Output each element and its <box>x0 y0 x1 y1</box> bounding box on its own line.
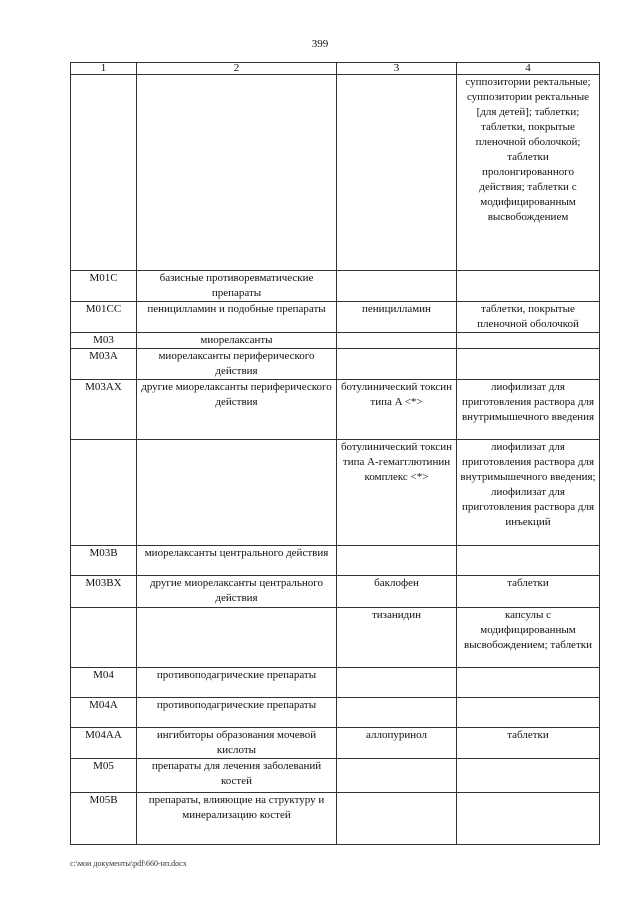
dosage-form-cell <box>457 333 600 349</box>
drug-name-cell <box>337 349 457 380</box>
drug-name-cell <box>337 759 457 793</box>
column-number-4: 4 <box>457 63 600 75</box>
dosage-form-cell <box>457 793 600 845</box>
dosage-form-cell: таблетки <box>457 728 600 759</box>
table-row <box>71 75 600 271</box>
atc-code-cell: M03AX <box>71 380 137 440</box>
group-name-cell: другие миорелаксанты центрального действия <box>137 576 337 608</box>
drug-name-cell <box>337 75 457 271</box>
drug-name-cell: аллопуринол <box>337 728 457 759</box>
table-row <box>71 546 600 576</box>
group-name-cell <box>137 440 337 546</box>
group-name-cell <box>137 75 337 271</box>
dosage-form-cell <box>457 546 600 576</box>
dosage-form-cell <box>457 668 600 698</box>
atc-code-cell <box>71 75 137 271</box>
table-row <box>71 302 600 333</box>
table-row <box>71 380 600 440</box>
dosage-form-cell: таблетки, покрытые пленочной оболочкой <box>457 302 600 333</box>
group-name-cell: миорелаксанты <box>137 333 337 349</box>
table-row <box>71 440 600 546</box>
drug-name-cell <box>337 546 457 576</box>
atc-code-cell: M04AA <box>71 728 137 759</box>
atc-code-cell: M03 <box>71 333 137 349</box>
atc-code-cell: M03A <box>71 349 137 380</box>
drug-name-cell <box>337 698 457 728</box>
dosage-form-cell <box>457 349 600 380</box>
atc-code-cell: M05B <box>71 793 137 845</box>
group-name-cell: противоподагрические препараты <box>137 668 337 698</box>
table-row <box>71 793 600 845</box>
drug-name-cell: баклофен <box>337 576 457 608</box>
atc-code-cell: M04 <box>71 668 137 698</box>
group-name-cell: препараты, влияющие на структуру и минерализацию костей <box>137 793 337 845</box>
drug-name-cell <box>337 668 457 698</box>
atc-code-cell: M01C <box>71 271 137 302</box>
table-header-row <box>71 63 600 75</box>
drug-classification-table <box>70 62 600 845</box>
atc-code-cell: M01CC <box>71 302 137 333</box>
file-path-footer: c:\мои документы\pdf\660-нп.docx <box>70 859 187 868</box>
drug-name-cell: пеницилламин <box>337 302 457 333</box>
drug-name-cell <box>337 271 457 302</box>
atc-code-cell <box>71 608 137 668</box>
atc-code-cell: M04A <box>71 698 137 728</box>
dosage-form-cell: капсулы с модифицированным высвобождением; таблетки <box>457 608 600 668</box>
table-row <box>71 608 600 668</box>
table-row <box>71 698 600 728</box>
dosage-form-cell: лиофилизат для приготовления раствора для внутримышечного введения <box>457 380 600 440</box>
dosage-form-cell: таблетки <box>457 576 600 608</box>
table-row <box>71 576 600 608</box>
atc-code-cell: M03B <box>71 546 137 576</box>
column-number-1: 1 <box>71 63 137 75</box>
group-name-cell: другие миорелаксанты периферического действия <box>137 380 337 440</box>
table-row <box>71 333 600 349</box>
dosage-form-cell: лиофилизат для приготовления раствора для внутримышечного введения; лиофилизат для приготовления раствора для инъекций <box>457 440 600 546</box>
group-name-cell: ингибиторы образования мочевой кислоты <box>137 728 337 759</box>
dosage-form-cell: суппозитории ректальные; суппозитории ректальные [для детей]; таблетки; таблетки, покрытые пленочной оболочкой; таблетки пролонгированного действия; таблетки с модифицированным высвобождением <box>457 75 600 271</box>
drug-name-cell <box>337 333 457 349</box>
group-name-cell: базисные противоревматические препараты <box>137 271 337 302</box>
drug-name-cell <box>337 793 457 845</box>
dosage-form-cell <box>457 271 600 302</box>
table-row <box>71 271 600 302</box>
group-name-cell: миорелаксанты центрального действия <box>137 546 337 576</box>
group-name-cell: миорелаксанты периферического действия <box>137 349 337 380</box>
drug-name-cell: тизанидин <box>337 608 457 668</box>
group-name-cell: препараты для лечения заболеваний костей <box>137 759 337 793</box>
atc-code-cell <box>71 440 137 546</box>
drug-name-cell: ботулинический токсин типа A-гемагглютинин комплекс <*> <box>337 440 457 546</box>
column-number-2: 2 <box>137 63 337 75</box>
table-row <box>71 759 600 793</box>
table-row <box>71 349 600 380</box>
page-number: 399 <box>311 38 329 50</box>
group-name-cell <box>137 608 337 668</box>
dosage-form-cell <box>457 698 600 728</box>
column-number-3: 3 <box>337 63 457 75</box>
table-row <box>71 728 600 759</box>
table-row <box>71 668 600 698</box>
atc-code-cell: M03BX <box>71 576 137 608</box>
drug-name-cell: ботулинический токсин типа A <*> <box>337 380 457 440</box>
group-name-cell: противоподагрические препараты <box>137 698 337 728</box>
dosage-form-cell <box>457 759 600 793</box>
atc-code-cell: M05 <box>71 759 137 793</box>
group-name-cell: пеницилламин и подобные препараты <box>137 302 337 333</box>
